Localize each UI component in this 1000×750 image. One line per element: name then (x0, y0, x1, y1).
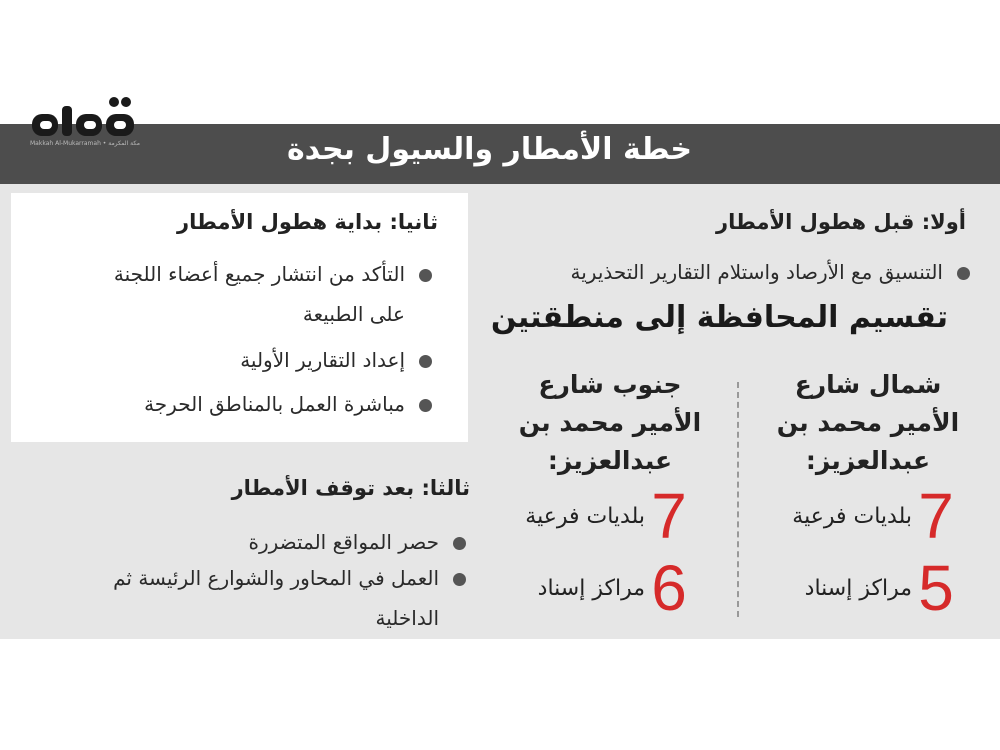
bullet-dot-icon (453, 537, 466, 550)
section-three-item (26, 558, 466, 638)
division-title: تقسيم المحافظة إلى منطقتين (490, 300, 948, 335)
section-two-item-text: التأكد من انتشار جميع أعضاء اللجنة (113, 262, 405, 286)
south-stat-municipalities (511, 480, 693, 552)
section-three-item (26, 522, 466, 562)
section-one-item (470, 252, 970, 292)
section-three-item-text: العمل في المحاور والشوارع الرئيسة ثم (113, 566, 439, 590)
section-three-heading: ثالثا: بعد توقف الأمطار (231, 476, 470, 500)
section-three-item-text-cont: الداخلية (375, 606, 439, 630)
bullet-dot-icon (453, 573, 466, 586)
north-stat-value: 7 (918, 480, 954, 552)
north-region-heading (758, 366, 978, 480)
section-two-item (32, 254, 432, 334)
south-stat-support-centers (524, 552, 693, 624)
section-three-item-text: حصر المواقع المتضررة (248, 530, 439, 554)
south-region-line: عبدالعزيز: (547, 446, 673, 475)
section-two-item (32, 340, 432, 380)
south-stat-label: بلديات فرعية (525, 503, 645, 529)
section-one-item-text: التنسيق مع الأرصاد واستلام التقارير التحذيرية (570, 260, 943, 284)
section-two-item-text: مباشرة العمل بالمناطق الحرجة (144, 392, 405, 416)
section-two-item (32, 384, 432, 424)
bullet-dot-icon (419, 269, 432, 282)
south-stat-value: 7 (651, 480, 687, 552)
north-stat-value: 5 (918, 552, 954, 624)
section-two-heading: ثانيا: بداية هطول الأمطار (177, 210, 438, 234)
page-title: خطة الأمطار والسيول بجدة (286, 132, 692, 167)
bullet-dot-icon (419, 399, 432, 412)
section-one-heading: أولا: قبل هطول الأمطار (716, 210, 966, 234)
bullet-dot-icon (419, 355, 432, 368)
north-region-line: شمال شارع (794, 370, 942, 399)
north-stat-support-centers (791, 552, 960, 624)
title-bar (0, 124, 1000, 184)
south-region-heading (500, 366, 720, 480)
makkah-logo-mark-icon (28, 92, 138, 140)
south-stat-label: مراكز إسناد (537, 575, 645, 601)
section-two-item-text: إعداد التقارير الأولية (240, 348, 405, 372)
north-stat-municipalities (778, 480, 960, 552)
region-divider (737, 382, 739, 617)
north-region-line: الأمير محمد بن (776, 408, 960, 437)
north-region-line: عبدالعزيز: (805, 446, 931, 475)
logo-tagline: Makkah Al-Mukarramah • مكة المكرمة (30, 140, 140, 147)
makkah-logo (28, 92, 140, 152)
south-stat-value: 6 (651, 552, 687, 624)
north-stat-label: مراكز إسناد (804, 575, 912, 601)
section-two-item-text-cont: على الطبيعة (302, 302, 405, 326)
north-stat-label: بلديات فرعية (792, 503, 912, 529)
south-region-line: الأمير محمد بن (518, 408, 702, 437)
south-region-line: جنوب شارع (538, 370, 682, 399)
bullet-dot-icon (957, 267, 970, 280)
